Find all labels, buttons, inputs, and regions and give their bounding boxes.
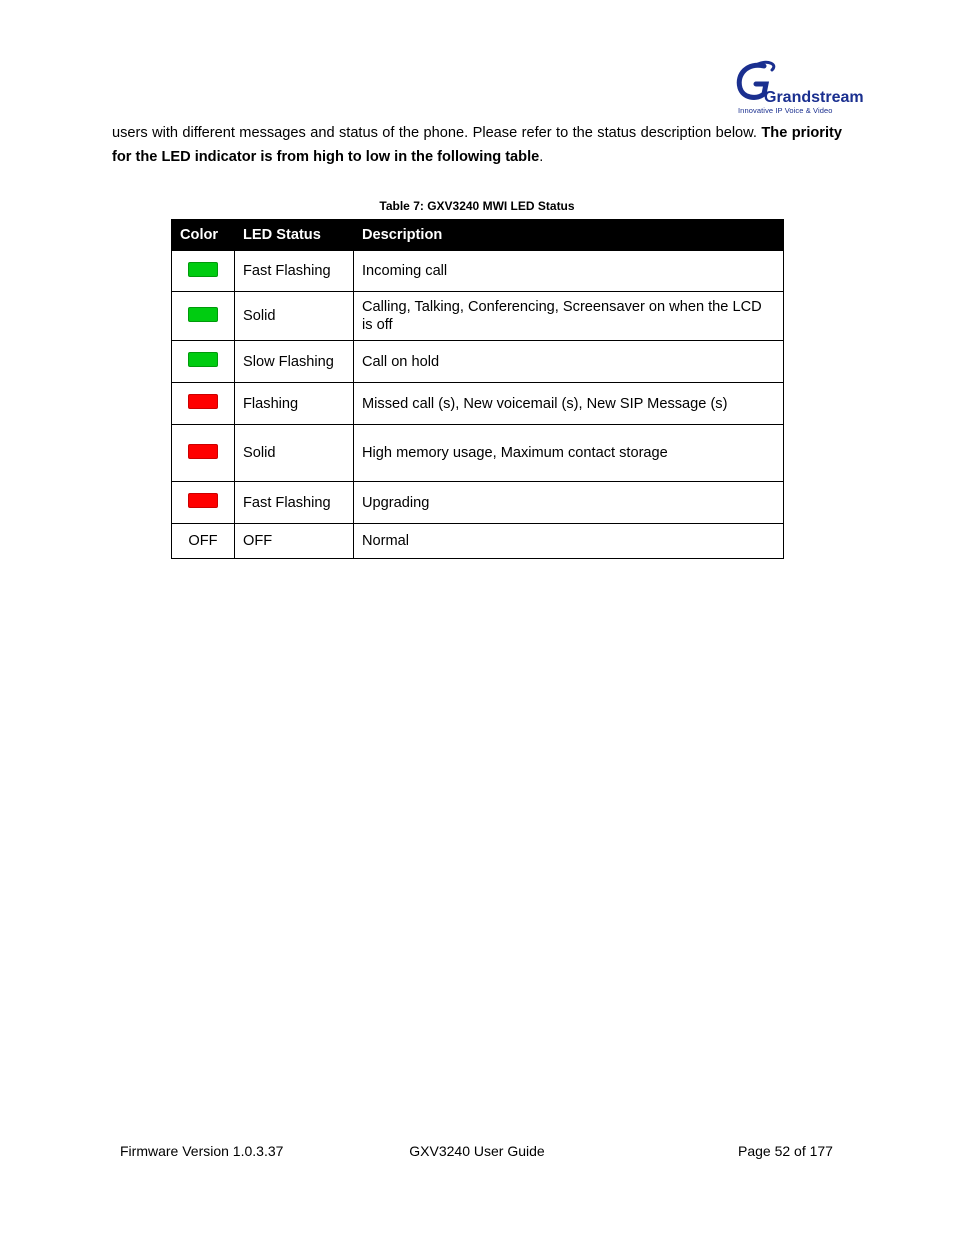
footer-firmware-version: Firmware Version 1.0.3.37 [120,1143,284,1159]
logo-wordmark: Grandstream [764,89,864,106]
header-led-status: LED Status [235,220,354,251]
description-cell [354,292,784,341]
led-status-cell: OFF [235,524,354,559]
green-led-indicator [188,262,218,277]
description-text: Call on hold [362,353,440,370]
led-status-table [171,219,784,559]
table-row [172,251,784,292]
color-cell [172,341,235,383]
led-status-cell: Solid [235,292,354,341]
logo-mark [734,60,864,108]
table-header-row [172,220,784,251]
description-cell [354,425,784,482]
description-cell [354,341,784,383]
color-cell [172,251,235,292]
led-status-cell: Solid [235,425,354,482]
description-text: Calling, Talking, Conferencing, Screensaver on when the LCD is off [362,299,762,333]
logo-tagline: Innovative IP Voice & Video [738,106,833,115]
description-text: Missed call (s), New voicemail (s), New SIP Message (s) [362,395,728,412]
footer-guide-title: GXV3240 User Guide [409,1143,545,1159]
red-led-indicator [188,493,218,508]
table-row [172,383,784,425]
color-cell [172,292,235,341]
description-text: Normal [362,533,410,549]
description-cell [354,383,784,425]
table-row [172,524,784,559]
color-label: OFF [188,533,218,549]
color-cell [172,524,235,559]
red-led-indicator [188,394,218,409]
grandstream-logo [734,60,864,118]
table-row [172,482,784,524]
color-cell [172,482,235,524]
intro-bold-text: The priority for the LED indicator is from high to low in the following table [112,125,842,165]
description-text: Upgrading [362,494,430,511]
led-status-cell: Fast Flashing [235,251,354,292]
table-row [172,341,784,383]
description-cell [354,482,784,524]
led-status-cell: Slow Flashing [235,341,354,383]
description-cell [354,524,784,559]
color-cell [172,383,235,425]
description-text: High memory usage, Maximum contact storage [362,445,668,461]
red-led-indicator [188,444,218,459]
table-row [172,425,784,482]
table-row [172,292,784,341]
intro-paragraph [112,121,842,169]
footer-page-number: Page 52 of 177 [738,1143,833,1159]
header-description: Description [354,220,784,251]
table-body [172,251,784,559]
green-led-indicator [188,307,218,322]
table-caption: Table 7: GXV3240 MWI LED Status [379,199,575,213]
led-status-cell: Flashing [235,383,354,425]
header-color: Color [172,220,235,251]
description-text: Incoming call [362,263,448,279]
intro-text: users with different messages and status of the phone. Please refer to the status description below. [112,125,762,141]
green-led-indicator [188,352,218,367]
led-status-cell: Fast Flashing [235,482,354,524]
description-cell [354,251,784,292]
color-cell [172,425,235,482]
intro-period: . [539,149,544,165]
